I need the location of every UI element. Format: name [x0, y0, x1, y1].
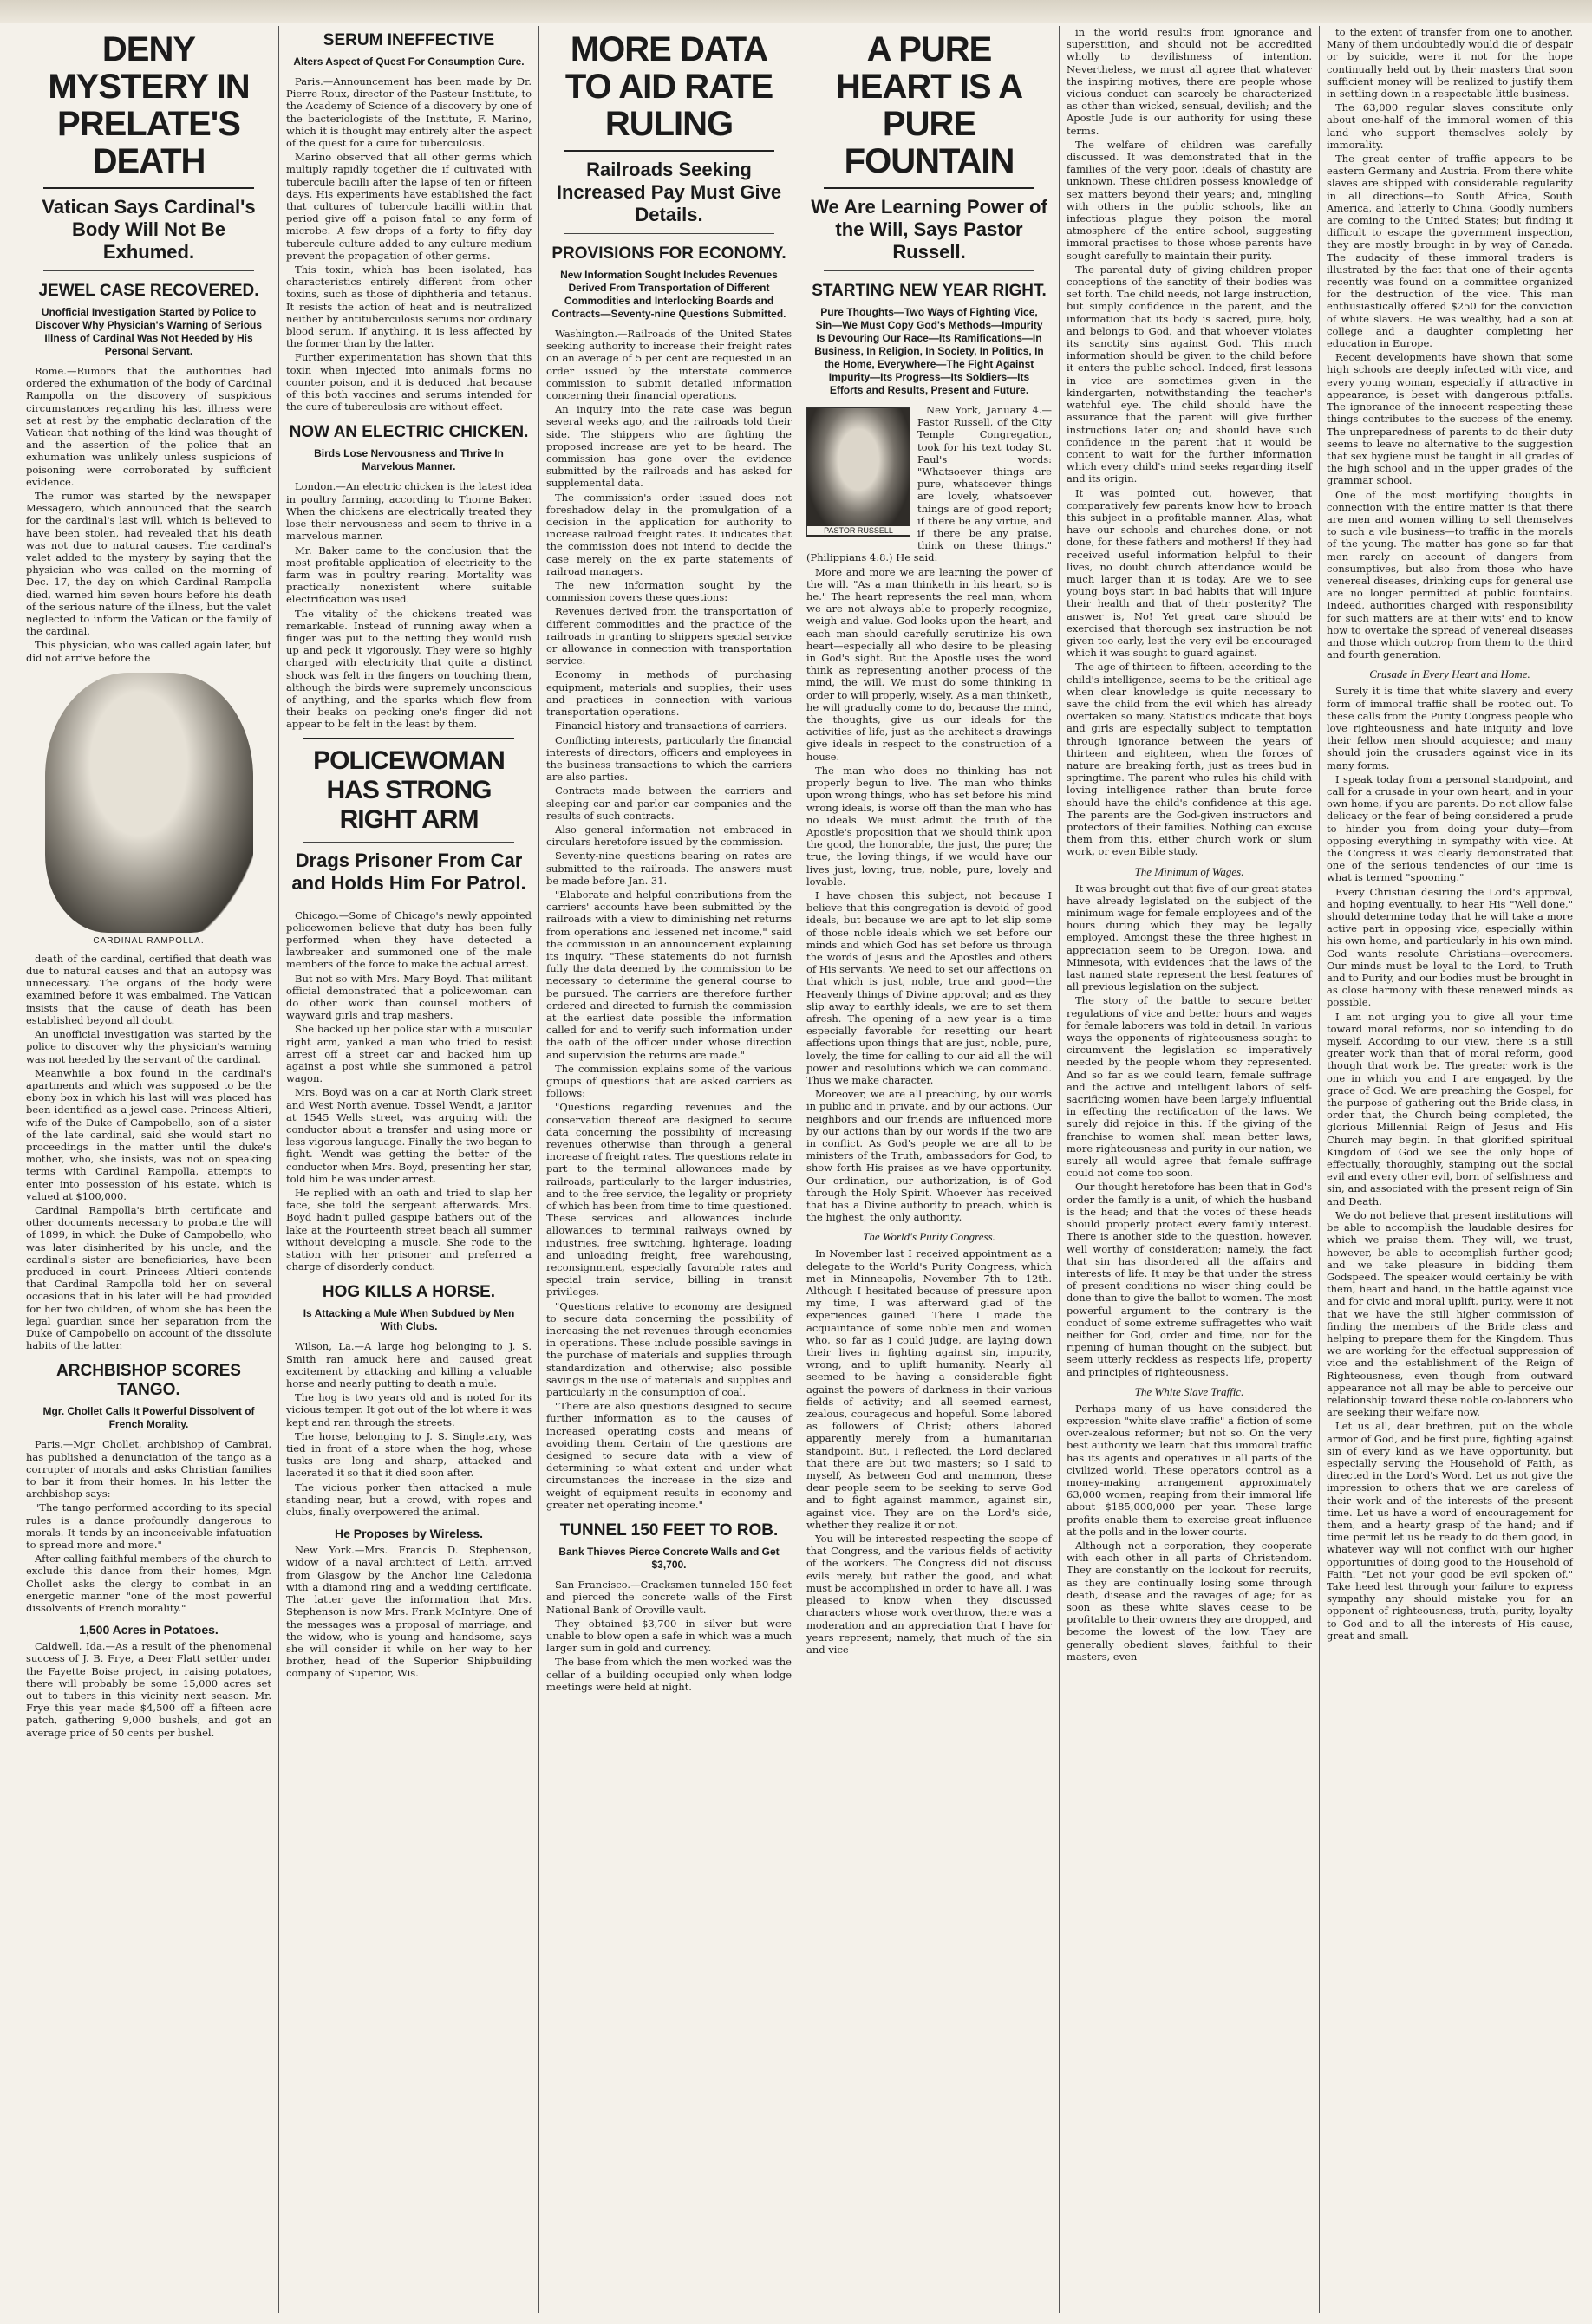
article-paragraph: After calling faithful members of the church to exclude this dance from their homes, Mgr. Chollet asks the clergy to combat in an energetic manner "one of the most powerful dissolvents of French morality." — [26, 1553, 271, 1615]
divider — [303, 738, 514, 739]
portrait-caption: CARDINAL RAMPOLLA. — [93, 935, 205, 946]
article-paragraph: Our thought heretofore has been that in God's order the family is a unit, of which the husband is the head; and that the votes of these heads should properly protect every family interest. There is another side to the question, however, well worthy of consideration; namely, the fact that sin has disordered all the affairs and interests of life. It may be that under the stress of present conditions no wiser thing could be done than to give the ballot to women. The most powerful argument to the contrary is the conduct of some extreme suffragettes who wait neither for God, order and time, nor for the ripening of human thought on the subject, but seem utterly reckless as respects life, property and principles of righteousness. — [1067, 1181, 1312, 1378]
article-paragraph: Although not a corporation, they cooperate with each other in all parts of Christendom. They are constantly on the lookout for recruits, as they are continually losing some through death, disease and the ravages of age; for as soon as these white slaves cease to be profitable to their owners they are dropped, and become the lowest of the low. They are generally obedient slaves, faithful to their masters, even — [1067, 1539, 1312, 1663]
kicker-serum: Alters Aspect of Quest For Consumption Cure. — [293, 55, 525, 68]
article-paragraph: More and more we are learning the power of the will. "As a man thinketh in his heart, so is he." The heart represents the real man, whom we are not always able to properly recognize, weigh and value. God looks upon the heart, and each man should carefully scrutinize his own heart—especially all who desire to be pleasing in God's sight. But the Apostle uses the word think as representing another process of the mind, the will. We must do some thinking in order to will properly, wisely. As a man thinketh, he will gradually come to do, because the mind, the thoughts, give us our ideals for the activities of life, just as the architect's drawings give ideals in respect to the construction of a house. — [806, 565, 1052, 763]
article-paragraph: It was brought out that five of our great states have already legislated on the subject of the minimum wage for female employees and of the hours during which they may be legally employed. Amongst these the three highest in appreciation seem to be Oregon, Iowa, and Minnesota, with evidences that the laws of the last named state represent the best features of all previous legislation on the subject. — [1067, 882, 1312, 993]
article-paragraph: London.—An electric chicken is the latest idea in poultry farming, according to Thorne Baker. When the chickens are electrically treated they lose their nervousness and seem to thrive in a marvelous manner. — [286, 480, 532, 543]
article-paragraph: The new information sought by the commission covers these questions: — [546, 579, 792, 604]
kicker-pure-thoughts: Pure Thoughts—Two Ways of Fighting Vice, Sin—We Must Copy God's Methods—Impurity Is Devouring Our Race—Its Ramifications—In Business, In Religion, In Society, In Politics, In the Home, Everywhere—The Fight Against Impurity—Its Progress—Its Soldiers—Its Efforts and Results, Present and Future. — [814, 306, 1044, 396]
article-paragraph: Wilson, La.—A large hog belonging to J. S. Smith ran amuck here and caused great excitement by attacking and killing a valuable horse and nearly putting to death a mule. — [286, 1340, 532, 1390]
kicker-rate: New Information Sought Includes Revenues Derived From Transportation of Different Commodities and Interlocking Boards and Contracts—Seventy-nine Questions Submitted. — [551, 269, 786, 320]
divider — [564, 150, 774, 152]
column-6 — [1320, 26, 1580, 2313]
subhead-new-year: STARTING NEW YEAR RIGHT. — [812, 282, 1047, 300]
article-paragraph: New York.—Mrs. Francis D. Stephenson, widow of a naval architect of Leith, arrived from Glasgow by the Anchor line Caledonia with a diamond ring and a wedding certificate. The latter gave the information that Mrs. Stephenson is now Mrs. Frank McIntyre. One of the messages was a proposal of marriage, and the widow, who is young and handsome, says she will consider it while on her way to her brother, head of the Superior Shipbuilding company of Superior, Wis. — [286, 1544, 532, 1680]
section-heading: The Minimum of Wages. — [1134, 864, 1244, 878]
deck-railroads: Railroads Seeking Increased Pay Must Give Details. — [556, 159, 782, 225]
kicker-hog: Is Attacking a Mule When Subdued by Men With Clubs. — [303, 1307, 515, 1333]
article-paragraph: Meanwhile a box found in the cardinal's apartments and which was supposed to be the ebony box in which his last will was placed has been identified as a jewel case. Princess Altieri, wife of the Duke of Campobello, son of a sister of the late cardinal, said she would start no proceedings in the matter until the duke's mother, who, she insists, was not on speaking terms with Cardinal Rampolla, attempts to enter into possession of his estate, which is valued at $100,000. — [26, 1066, 271, 1202]
article-paragraph: The base from which the men worked was the cellar of a building occupied only when lodge meetings were held at night. — [546, 1656, 792, 1693]
article-paragraph: Contracts made between the carriers and sleeping car and parlor car companies and the results of such contracts. — [546, 784, 792, 822]
article-paragraph: The rumor was started by the newspaper Messagero, which announced that the search for the cardinal's last will, which is believed to have been stolen, had revealed that his death was not due to natural causes. The cardinal's valet added to the mystery by saying that the physician who was called on the morning of Dec. 17, the day on which Cardinal Rampolla died, warned him seven hours before his death of the serious nature of the illness, but the valet neglected to inform the Vatican or the family of the cardinal. — [26, 490, 271, 638]
headline-tango: ARCHBISHOP SCORES TANGO. — [56, 1362, 241, 1400]
article-paragraph: The commission's order issued does not foreshadow delay in the promulgation of a decision in the application for authority to increase railroad freight rates. It indicates that the commission does not intend to decide the case merely on the ex parte statements of railroad managers. — [546, 491, 792, 577]
article-paragraph: The vicious porker then attacked a mule standing near, but a crowd, with ropes and clubs, finally overpowered the animal. — [286, 1481, 532, 1519]
article-paragraph: to the extent of transfer from one to another. Many of them undoubtedly would die of despair or by suicide, were it not for the hope continually held out by their masters that soon sufficient money will be realized to justify them in settling down in a respectable little business. — [1327, 26, 1573, 101]
article-paragraph: The horse, belonging to J. S. Singletary, was tied in front of a store when the hog, whose tusks are long and sharp, attacked and lacerated it so that it died soon after. — [286, 1429, 532, 1480]
article-paragraph: The parental duty of giving children proper conceptions of the sanctity of their bodies was set forth. The child needs, not large instruction, but simply confidence in the parent, and the information that its body is sacred, pure, holy, and belongs to God, and that whoever violates its sanctity sins against God. This much information should be given to the child before it enters the public school. Indeed, first lessons in vice are sometimes given in the kindergarten, notwithstanding the teacher's watchful eye. The child should have the assurance that the parent will give further instructions later on; and should have such confidence in the parent that it would be content to wait for the further information which every child's mind seeks regarding itself and its origin. — [1067, 263, 1312, 485]
article-paragraph: But not so with Mrs. Mary Boyd. That militant official demonstrated that a policewoman can do other work than counsel mothers of wayward girls and trap mashers. — [286, 972, 532, 1022]
article-paragraph: Moreover, we are all preaching, by our words in public and in private, and by our actions. Our neighbors and our friends are influenced more by our actions than by our words if the two are in conflict. As God's people we are all to be ministers of the Truth, ambassadors for God, to show forth His praises as we have opportunity. Our ordination, our authorization, is of God through the Holy Spirit. Whoever has received that has a Divine authority to preach, which is the highest, the only authority. — [806, 1088, 1052, 1224]
headline-serum: SERUM INEFFECTIVE — [323, 31, 495, 49]
article-paragraph: Mrs. Boyd was on a car at North Clark street and West North avenue. Tossel Wendt, a janitor at 1545 Wells street, was arguing with the conductor about a transfer and using more or less vigorous language. Finally the two began to fight. Wendt was getting the better of the conductor when Mrs. Boyd, presenting her star, told him he was under arrest. — [286, 1086, 532, 1185]
article-paragraph: I have chosen this subject, not because I believe that this congregation is devoid of good ideals, but because we are apt to let slip some of those noble ideals which we set before our minds and which God has set before us through the words of Jesus and the Apostles and others of His servants. We need to set our affections on that which is just, noble, true and good—the Heavenly things of Divine approval; and as they slip away to earthly ideals, we are to set them afresh. The opening of a new year is a time especially favorable for resetting our heart affections upon things that are just, noble, pure, lovely, the time for calling to our aid all the will power and resolutions which we can command. Thus we make character. — [806, 889, 1052, 1086]
article-paragraph: Seventy-nine questions bearing on rates are submitted to the railroads. The answers must be made before Jan. 31. — [546, 850, 792, 887]
divider — [824, 270, 1034, 271]
deck-policewoman: Drags Prisoner From Car and Holds Him For Patrol. — [291, 849, 526, 894]
column-1 — [19, 26, 279, 2313]
column-3 — [539, 26, 799, 2313]
article-paragraph: She backed up her police star with a muscular right arm, yanked a man who tried to resist arrest off a street car and backed him up against a post while she summoned a patrol wagon. — [286, 1023, 532, 1085]
article-paragraph: Every Christian desiring the Lord's approval, and hoping eventually, to hear His "Well done," should determine today that he will take a more active part in opposing vice, especially within his own home, and particularly in his own mind. God wants resolute Christians—overcomers. Our minds must be loyal to the Lord, to Truth and to Purity, and our bodies must be brought in as close harmony with these renewed minds as possible. — [1327, 885, 1573, 1009]
article-paragraph: This physician, who was called again later, but did not arrive before the — [26, 639, 271, 664]
article-paragraph: He replied with an oath and tried to slap her face, she told the sergeant afterwards. Mrs. Boyd hadn't pulled gaspipe bathers out of the lake at the Fourteenth street beach all summer without developing a muscle. She rode to the station with her prisoner and preferred a charge of disorderly conduct. — [286, 1187, 532, 1273]
article-paragraph: "Elaborate and helpful contributions from the carriers' accounts have been submitted by the railroads with a view to diminishing net returns from operations and lessened net income," said the commission in an announcement explaining its inquiry. "These statements do not furnish fully the data deemed by the commission to be necessary to determine the general course to be pursued. The carriers are therefore further ordered and directed to furnish the commission at the earliest date possible the information called for and to verify such information under the oath of the officer under whose direction and supervision the returns are made." — [546, 888, 792, 1061]
headline-tunnel: TUNNEL 150 FEET TO ROB. — [559, 1521, 779, 1540]
article-paragraph: The commission explains some of the various groups of questions that are asked carriers as follows: — [546, 1062, 792, 1100]
divider — [824, 187, 1034, 189]
kicker-investigation: Unofficial Investigation Started by Police to Discover Why Physician's Warning of Serious Illness of Cardinal Was Not Heeded by His Personal Servant. — [35, 306, 263, 357]
kicker-chicken: Birds Lose Nervousness and Thrive In Marvelous Manner. — [314, 447, 504, 473]
article-paragraph: Also general information not embraced in circulars heretofore issued by the commission. — [546, 823, 792, 849]
divider — [43, 270, 254, 271]
kicker-tango: Mgr. Chollet Calls It Powerful Dissolvent of French Morality. — [42, 1405, 255, 1431]
article-paragraph: One of the most mortifying thoughts in connection with the entire matter is that there are men and women willing to sell themselves to such a vile business—to traffic in the morals of the young. The matter has gone so far that men rarely on account of dangers from consumptives, but also from those who have venereal diseases, drinking cups for general use are no longer permitted at public fountains. Indeed, authorities charged with responsibility for such matters are at their wits' end to know how to overtake the spread of venereal diseases and those which outcrop from them to the third and fourth generation. — [1327, 488, 1573, 661]
article-paragraph: Surely it is time that white slavery and every form of immoral traffic shall be rooted out. To these calls from the Purity Congress people who love righteousness and hate iniquity and love their fellow men should acquiesce; and many should join the crusaders against vice in its many forms. — [1327, 685, 1573, 771]
subhead-economy: PROVISIONS FOR ECONOMY. — [551, 244, 786, 263]
article-paragraph: Chicago.—Some of Chicago's newly appointed policewomen believe that duty has been fully performed when they have detected a lawbreaker and summoned one of the male members of the force to make the actual arrest. — [286, 908, 532, 971]
article-paragraph: "The tango performed according to its special rules is a dance profoundly dangerous to morals. It tends by an inconceivable infatuation to spread more and more." — [26, 1501, 271, 1551]
article-paragraph: in the world results from ignorance and superstition, and should not be accredited wholly to devilishness of intention. Nevertheless, we must all agree that whatever the inspiring motives, there are people whose vicious conduct can scarcely be characterized as other than wicked, sensual, devilish; and the Apostle Jude is our authority for using these terms. — [1067, 26, 1312, 137]
article-paragraph: They obtained $3,700 in silver but were unable to blow open a safe in which was a much larger sum in gold and currency. — [546, 1617, 792, 1655]
article-paragraph: We do not believe that present institutions will be able to accomplish the laudable desires for which we praise them. They will, we trust, however, be able to accomplish further good; and we take pleasure in bidding them Godspeed. The speaker would certainly be with them, heart and hand, in the battle against vice and for civic and moral uplift, purity, were it not that we have the still higher commission of finding the members of the Bride class and helping to prepare them for the Kingdom. Thus we are working for the effectual suppression of vice and the establishment of the Reign of Righteousness, even though from outward appearance not all may be able to perceive our relationship toward these noble co-laborers who are seeking their welfare now. — [1327, 1208, 1573, 1419]
headline-policewoman: POLICEWOMAN HAS STRONG RIGHT ARM — [313, 745, 505, 834]
article-paragraph: The man who does no thinking has not properly begun to live. The man who thinks upon wrong things, who has set before his mind wrong ideals, is worse off than the man who has no ideals. We must admit the truth of the Apostle's proposition that we should think upon the good, the honorable, the just, the pure; the true, the loving things, if we would have our lives just, loving, true, noble, pure, lovely and lovable. — [806, 764, 1052, 888]
deck-vatican: Vatican Says Cardinal's Body Will Not Be Exhumed. — [42, 196, 256, 263]
article-paragraph: New York, January 4.—Pastor Russell, of the City Temple Congregation, took for his text today St. Paul's words: "Whatsoever things are pure, whatsoever things are lovely, whatsoever things are of good report; if there be any virtue, and if there be any praise, think on these things." (Philippians 4:8.) He said: — [806, 404, 1052, 564]
article-paragraph: Recent developments have shown that some high schools are deeply infected with vice, and every young woman, especially if attractive in appearance, is beset with dangerous pitfalls. The ignorance of the innocent respecting these things contributes to the success of the enemy. The unpreparedness of parents to do their duty seems to leave no alternative to the suggestion that sex hygiene must be taught in all grades of the high school and in the upper grades of the grammar school. — [1327, 351, 1573, 487]
pastor-russell-portrait-image — [806, 407, 910, 537]
divider — [564, 233, 774, 234]
article-paragraph: Caldwell, Ida.—As a result of the phenomenal success of J. B. Frye, a Deer Flatt settler under the Fayette Boise project, in raising potatoes, there will probably be some 15,000 acres set out to tubers in this vicinity next season. Mr. Frye this year made $4,500 off a fifteen acre patch, gathering 9,000 bushels, and got an average price of 50 cents per bushel. — [26, 1640, 271, 1739]
section-heading: Crusade In Every Heart and Home. — [1369, 667, 1530, 681]
article-paragraph: An unofficial investigation was started by the police to discover why the physician's warning was not heeded by the servant of the cardinal. — [26, 1028, 271, 1065]
section-heading: The World's Purity Congress. — [863, 1230, 995, 1244]
article-paragraph: Let us all, dear brethren, put on the whole armor of God, and be first pure, fighting against sin of every kind as we have opportunity, but especially serving the Household of Faith, as directed in the Lord's Word. Let us not give the impression to others that we are careless of their work and of the interests of the present time. Let us have a word of encouragement for them, and a hearty grasp of the hand; and if time permit let us be ready to do them good, in whatever way will not conflict with our higher opportunities of doing good to the Household of Faith. "Let not your good be evil spoken of." Take heed lest through your failure to express sympathy any should mistake you for an opponent of righteousness, truth, purity, loyalty to God and to all the interests of His cause, great and small. — [1327, 1420, 1573, 1642]
article-paragraph: Perhaps many of us have considered the expression "white slave traffic" a fiction of some over-zealous reformer; but not so. On the very best authority we learn that this immoral traffic has its agents and operatives in all parts of the civilized world. These operators control as a money-making arrangement approximately 63,000 women, reaping from their immoral life about $185,000,000 per year. These large profits enable them to exercise great influence at the polls and in the lower courts. — [1067, 1402, 1312, 1538]
article-paragraph: I am not urging you to give all your time toward moral reforms, nor so intending to do myself. According to our view, there is a still greater work than that of moral reform, good though that work be. The greater work is the one in which you and I are engaged, by the grace of God. We are preaching the Gospel, for the purpose of gathering out the Bride class, in order that, the Church being completed, the glorious Millennial Reign of Jesus and His Church may begin. In that glorified spiritual Kingdom of God we see the only hope of effectually, thoroughly, stamping out the social evil and every other evil, born of selfishness and sin, and associated with the present reign of Sin and Death. — [1327, 1010, 1573, 1208]
headline-rate-ruling: MORE DATA TO AID RATE RULING — [564, 30, 773, 143]
article-paragraph: You will be interested respecting the scope of that Congress, and the various fields of activity of the workers. The Congress did not discuss evils merely, but rather the good, and what must be accomplished in order to have all. I was pleased to know when they discussed characters whose work overthrow, there was a moderation and an appreciation that I have for years represent; namely, that much of the sin and vice — [806, 1533, 1052, 1656]
article-paragraph: The hog is two years old and is noted for its vicious temper. It got out of the lot where it was kept and ran through the streets. — [286, 1391, 532, 1429]
article-paragraph: The vitality of the chickens treated was remarkable. Instead of running away when a finger was put to the netting they would rush up and peck it vigorously. They were so highly charged with electricity that quite a distinct shock was felt in the fingers on touching them, although the birds were supremely unconscious of anything, and the sparks which flew from their beaks on pecking one's finger did not appear to be felt in the least by them. — [286, 607, 532, 731]
headline-hog: HOG KILLS A HORSE. — [322, 1283, 496, 1302]
article-paragraph: Further experimentation has shown that this toxin when injected into animals forms no counter poison, and it is deduced that because of this both vaccines and serums intended for the cure of tuberculosis are without effect. — [286, 351, 532, 413]
article-paragraph: Conflicting interests, particularly the financial interests of directors, officers and employees in the business transactions to which the carriers are also parties. — [546, 733, 792, 784]
article-paragraph: The welfare of children was carefully discussed. It was demonstrated that in the families of the very poor, ideals of chastity are unknown. These children possess knowledge of sex matters beyond their years; and, mingling with others in the public schools, like an infectious plague they poison the moral atmosphere of the entire school, suggesting immoral practises to those whose parents have sought carefully to maintain their purity. — [1067, 138, 1312, 262]
article-paragraph: "Questions relative to economy are designed to secure data concerning the possibility of increasing the net revenues through economies in operations. These include possible savings in the purchase of materials and supplies through standardization and otherwise; also possible savings in the use of materials and supplies and particularly in the consumption of coal. — [546, 1299, 792, 1399]
article-paragraph: Financial history and transactions of carriers. — [555, 719, 787, 732]
section-heading: The White Slave Traffic. — [1134, 1384, 1244, 1398]
article-paragraph: Paris.—Announcement has been made by Dr. Pierre Roux, director of the Pasteur Institute, to the Academy of Science of a discovery by one of the bacteriologists of the Institute, F. Marino, which it is thought may entirely alter the aspect of the quest for a cure for tuberculosis. — [286, 75, 532, 150]
inset-caption: PASTOR RUSSELL — [807, 526, 910, 535]
article-paragraph: In November last I received appointment as a delegate to the World's Purity Congress, which met in Minneapolis, November 7th to 12th. Although I hesitated because of pressure upon my time, I was afterward glad of the experiences gained. There I made the acquaintance of some noble men and women who, so far as I could judge, are laying down their lives in fighting against sin, impurity, wrong, and to uplift humanity. Nearly all seemed to be having a considerable fight against the powers of darkness in their various fields of activity; and all seemed earnest, zealous, courageous and hopeful. Some labored as followers of Christ; others labored apparently merely from a humanitarian standpoint. But, I reflected, the Lord declared that there are but two masters; so I said to myself, As between God and mammon, these dear people seem to be seeking to serve God and to fight against mammon, against sin, against vice. They are on the Lord's side, whether they realize it or not. — [806, 1247, 1052, 1531]
divider — [303, 842, 514, 843]
article-paragraph: The 63,000 regular slaves constitute only about one-half of the immoral women of this land who support themselves solely by immorality. — [1327, 101, 1573, 151]
article-paragraph: Washington.—Railroads of the United States seeking authority to increase their freight rates on an average of 5 per cent are requested in an order issued by the interstate commerce commission to submit detailed information concerning their financial operations. — [546, 328, 792, 402]
article-paragraph: Mr. Baker came to the conclusion that the most profitable application of electricity to the farm was in poultry rearing. Mortality was practically nonexistent where suitable electrification was used. — [286, 544, 532, 606]
deck-pastor-russell: We Are Learning Power of the Will, Says Pastor Russell. — [811, 196, 1047, 263]
article-paragraph: "There are also questions designed to secure further information as to the causes of increased operating costs and means of avoiding them. Certain of the questions are designed to secure data with a view of determining to what extent and under what circumstances the increase in the size and weight of equipment results in economy and greater net operating income." — [546, 1400, 792, 1511]
article-paragraph: The great center of traffic appears to be eastern Germany and Austria. From there white slaves are shipped with considerable regularity in all directions—to South Africa, South America, and latterly to China. Goodly numbers are coming to the United States; but finding it difficult to escape the government inspection, they are mostly brought in by way of Canada. The audacity of these immoral traders is illustrated by the fact that one of their agents recently was found on a committee organized for the destruction of the vice. This man enthusiastically offered $250 for the conviction of white slavers. He was wealthy, had a son at college and a daughter completing her education in Europe. — [1327, 153, 1573, 350]
column-2 — [279, 26, 539, 2313]
kicker-tunnel: Bank Thieves Pierce Concrete Walls and Get $3,700. — [558, 1546, 780, 1572]
article-paragraph: This toxin, which has been isolated, has characteristics entirely different from other toxins, such as those of diphtheria and tetanus. It resists the action of heat and is neutralized neither by antituberculosis serums nor ordinary blood serum. If anything, it is less affected by the former than by the latter. — [286, 264, 532, 350]
article-paragraph: San Francisco.—Cracksmen tunneled 150 feet and pierced the concrete walls of the First National Bank of Oroville vault. — [546, 1579, 792, 1616]
headline-wireless: He Proposes by Wireless. — [334, 1527, 484, 1541]
article-paragraph: An inquiry into the rate case was begun several weeks ago, and the railroads told their side. The shippers who are fighting the proposed increase are yet to be heard. The commission has gone over the evidence submitted by the railroads and has asked for supplemental data. — [546, 403, 792, 490]
article-paragraph: "Questions regarding revenues and the conservation thereof are designed to secure data concerning the possibility of increasing revenues otherwise than through a general increase of freight rates. The questions relate in part to the terminal allowances made by railroads, particularly to the larger industries, and to the free service, the legality or propriety of which has been from time to time questioned. These services and allowances include allowances to terminal railways owned by industries, free switching, lighterage, loading and unloading freight, free warehousing, reconsignment, especially favorable rates and special train service, billing in transit privileges. — [546, 1101, 792, 1299]
article-paragraph: Paris.—Mgr. Chollet, archbishop of Cambrai, has published a denunciation of the tango as a corrupter of morals and asks Christian families to bar it from their homes. In his letter the archbishop says: — [26, 1438, 271, 1501]
cardinal-portrait-image — [45, 673, 253, 933]
article-paragraph: I speak today from a personal standpoint, and call for a crusade in your own heart, and in your own home, if you are parents. Do not allow false delicacy or the fear of being considered a prude to hinder you from doing your duty—from opposing everything in sympathy with vice. At the Congress it was clearly demonstrated that one of the serious tendencies of our time is what is termed "spooning." — [1327, 772, 1573, 884]
article-paragraph: The story of the battle to secure better regulations of vice and better hours and wages for female laborers was told in detail. In various ways the opponents of righteousness sought to circumvent the legislation so imperatively needed by the people whom they represented. And so far as we could learn, female suffrage and the active and intelligent labors of self-sacrificing women have been largely influential in effecting the rectification of the laws. We surely did rejoice in this. If the giving of the franchise to women shall mean better laws, more righteousness and purity in our nation, we surely all would agree that female suffrage could not come too soon. — [1067, 994, 1312, 1180]
article-paragraph: Marino observed that all other germs which multiply rapidly together die if cultivated with tubercule bacilli after the lapse of ten or fifteen days. His experiments have established the fact that cultures of tubercule bacilli within that period give off a poison fatal to any form of microbe. A few drops of a forty to fifty day tubercule culture added to any culture medium prevent the propagation of other germs. — [286, 151, 532, 262]
headline-potatoes: 1,500 Acres in Potatoes. — [79, 1623, 219, 1637]
column-5 — [1060, 26, 1320, 2313]
article-paragraph: It was pointed out, however, that comparatively few parents know how to broach this subject in a profitable manner. Alas, what have our schools and churches done, or not done, for these fathers and mothers! If they had received useful information helpful to their lives, no doubt church attendance would be much larger than it is today. Are we to see young boys start in bad habits that will injure their health and that of their posterity? The answer is, No! Yet great care should be exercised that thorough sex instruction be not given too early, lest the very evil be encouraged which it was sought to guard against. — [1067, 486, 1312, 660]
article-paragraph: Economy in methods of purchasing equipment, materials and supplies, their uses and practices in connection with various transportation operations. — [546, 668, 792, 719]
article-paragraph: The age of thirteen to fifteen, according to the child's intelligence, seems to be the critical age when clear knowledge is quite necessary to save the child from the evil which has already overtaken so many. Statistics indicate that boys and girls are especially subject to temptation through ignorance between the years of thirteen and eighteen, when the forces of nature are breaking forth, just as trees bud in springtime. The parent who rules his child with loving intelligence rather than brute force should have the child's confidence at this age. The parents are the God-given instructors and protectors of their families. Nothing can excuse them from this, either church work or slum work, or even Bible study. — [1067, 661, 1312, 858]
article-paragraph: Revenues derived from the transportation of different commodities and the practice of the railroads in granting to shippers special service or allowance in connection with transportation service. — [546, 605, 792, 667]
headline-electric-chicken: NOW AN ELECTRIC CHICKEN. — [289, 423, 529, 442]
headline-prelate-death: DENY MYSTERY IN PRELATE'S DEATH — [48, 30, 250, 180]
article-paragraph: Cardinal Rampolla's birth certificate and other documents necessary to probate the will of 1899, in which the Duke of Campobello, who was later disinherited by his uncle, and the cardinal's sister are beneficiaries, have been produced in court. Princess Altieri contends that Cardinal Rampolla told her on several occasions that in his later will he had provided for her two children, of whom she has been the legal guardian since her separation from the Duke of Campobello on account of the dissolute habits of the latter. — [26, 1203, 271, 1352]
article-paragraph: Rome.—Rumors that the authorities had ordered the exhumation of the body of Cardinal Rampolla on the discovery of suspicious circumstances regarding his last illness were set at rest by the emphatic declaration of the Vatican that nothing of the kind was thought of and the assertion of the police that an exhumation was unlikely unless suspicions of poisoning were corroborated by sufficient evidence. — [26, 365, 271, 488]
subhead-jewel-case: JEWEL CASE RECOVERED. — [38, 282, 259, 300]
column-4 — [799, 26, 1060, 2313]
divider — [43, 187, 254, 189]
article-paragraph: death of the cardinal, certified that death was due to natural causes and that an autopsy was unnecessary. The organs of the body were examined before it was embalmed. The Vatican insists that the cause of death has been established beyond all doubt. — [26, 952, 271, 1026]
headline-pure-heart: A PURE HEART IS A PURE FOUNTAIN — [835, 30, 1023, 180]
